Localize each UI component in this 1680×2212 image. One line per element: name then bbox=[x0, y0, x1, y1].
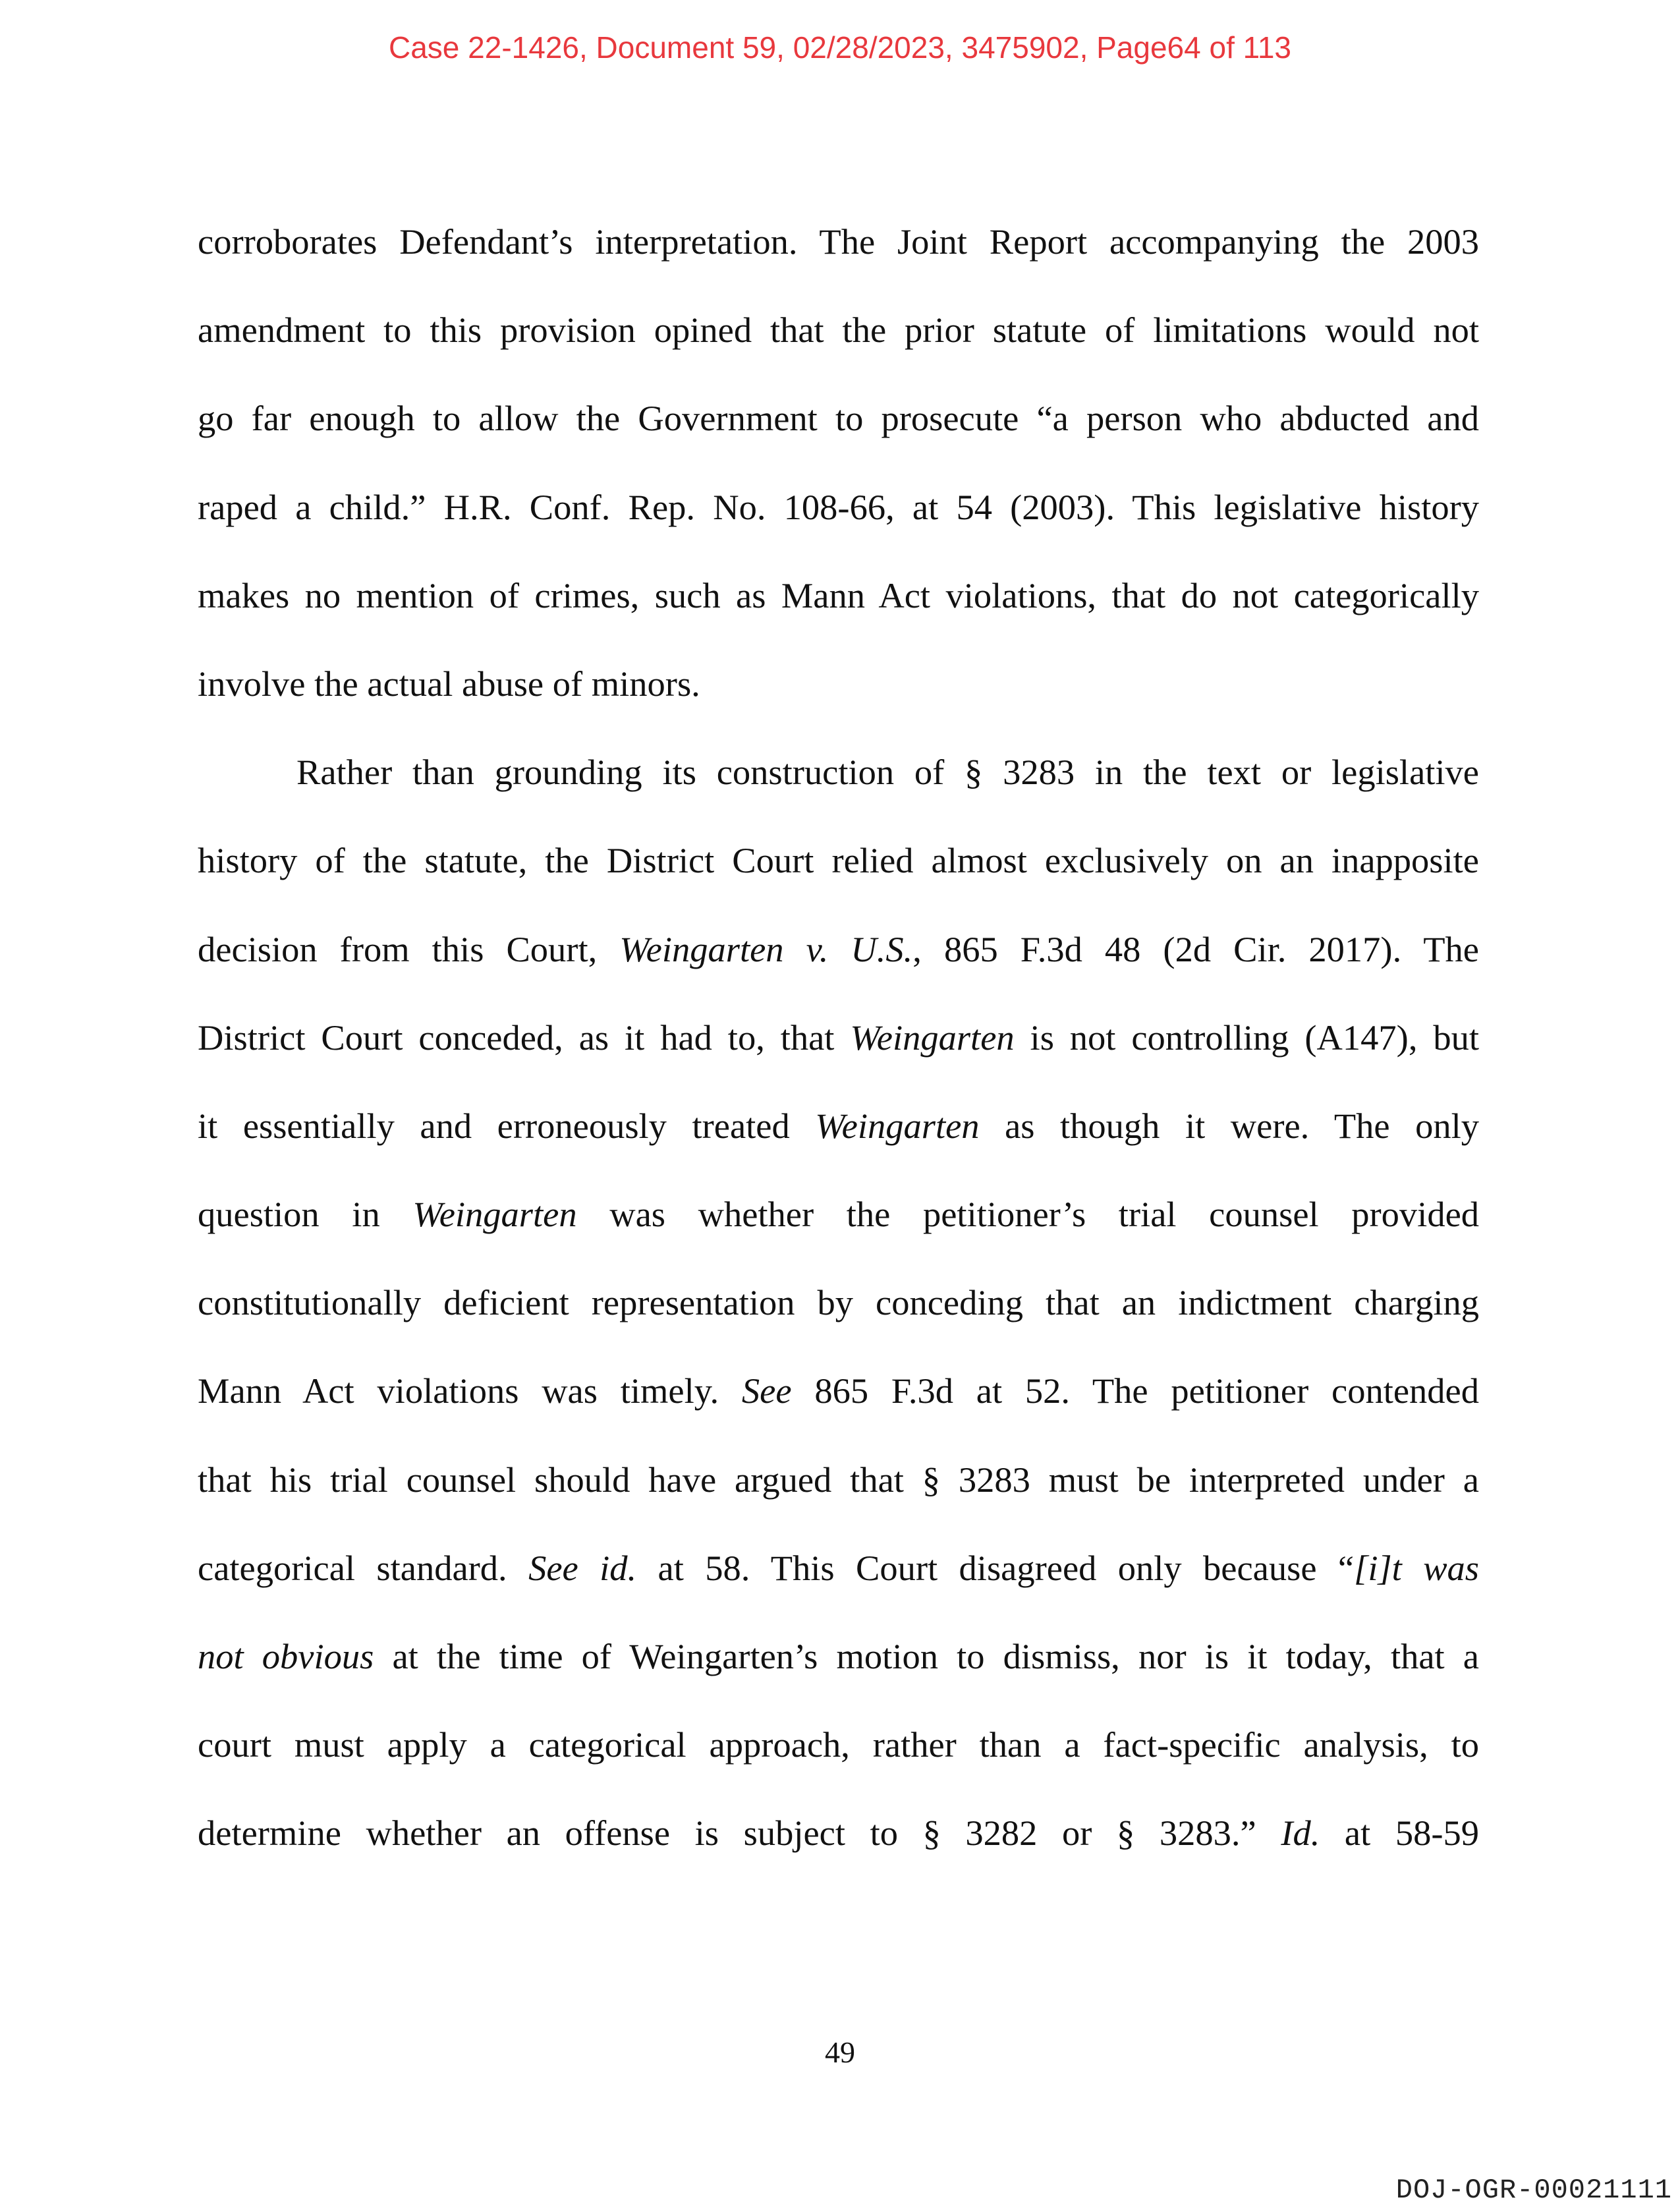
text-line: makes no mention of crimes, such as Mann Act violations, that do not categorically bbox=[198, 575, 1479, 615]
text-line: raped a child.” H.R. Conf. Rep. No. 108-66, at 54 (2003). This legislative history bbox=[198, 486, 1479, 527]
text-line: Rather than grounding its construction of § 3283 in the text or legislative bbox=[296, 752, 1479, 793]
text-line: decision from this Court, Weingarten v. U.S., 865 F.3d 48 (2d Cir. 2017). The bbox=[198, 928, 1480, 969]
document-body bbox=[198, 198, 1479, 1878]
text-line: Mann Act violations was timely. See 865 F.3d at 52. The petitioner contended bbox=[198, 1371, 1479, 1411]
text-line: District Court conceded, as it had to, that Weingarten is not controlling (A147), but bbox=[198, 1017, 1479, 1058]
text-line: determine whether an offense is subject to § 3282 or § 3283.” Id. at 58-59 bbox=[198, 1813, 1480, 1854]
text-line: that his trial counsel should have argued that § 3283 must be interpreted under a bbox=[198, 1459, 1479, 1500]
case-header-stamp: Case 22-1426, Document 59, 02/28/2023, 3475902, Page64 of 113 bbox=[389, 30, 1291, 65]
quoted-emphasis: not obvious bbox=[198, 1636, 374, 1676]
bates-number: DOJ-OGR-00021111 bbox=[1395, 2174, 1672, 2206]
signal-see: See bbox=[741, 1371, 792, 1411]
text-line: history of the statute, the District Court relied almost exclusively on an inapposite bbox=[198, 840, 1479, 881]
signal-id: Id. bbox=[1281, 1813, 1320, 1854]
signal-see-id: See id. bbox=[528, 1547, 637, 1588]
case-citation: Weingarten bbox=[850, 1017, 1015, 1058]
text-line: question in Weingarten was whether the petitioner’s trial counsel provided bbox=[198, 1194, 1480, 1235]
text-line: categorical standard. See id. at 58. This Court disagreed only because “[i]t was bbox=[198, 1547, 1480, 1588]
text-line: go far enough to allow the Government to prosecute “a person who abducted and bbox=[198, 398, 1479, 439]
case-citation: Weingarten bbox=[815, 1105, 980, 1146]
page-number: 49 bbox=[825, 2035, 855, 2069]
text-line: constitutionally deficient representation by conceding that an indictment charging bbox=[198, 1282, 1479, 1323]
text-line: court must apply a categorical approach, rather than a fact-specific analysis, to bbox=[198, 1724, 1479, 1765]
quoted-emphasis: [i]t was bbox=[1354, 1547, 1480, 1588]
text-line: amendment to this provision opined that the prior statute of limitations would not bbox=[198, 310, 1479, 351]
text-line: not obvious at the time of Weingarten’s motion to dismiss, nor is it today, that a bbox=[198, 1636, 1479, 1676]
case-citation: Weingarten bbox=[412, 1194, 577, 1235]
text-line: it essentially and erroneously treated Weingarten as though it were. The only bbox=[198, 1105, 1480, 1146]
text-line: involve the actual abuse of minors. bbox=[198, 663, 700, 704]
text-line: corroborates Defendant’s interpretation. The Joint Report accompanying the 2003 bbox=[198, 221, 1479, 262]
case-citation: Weingarten v. U.S. bbox=[619, 928, 913, 969]
